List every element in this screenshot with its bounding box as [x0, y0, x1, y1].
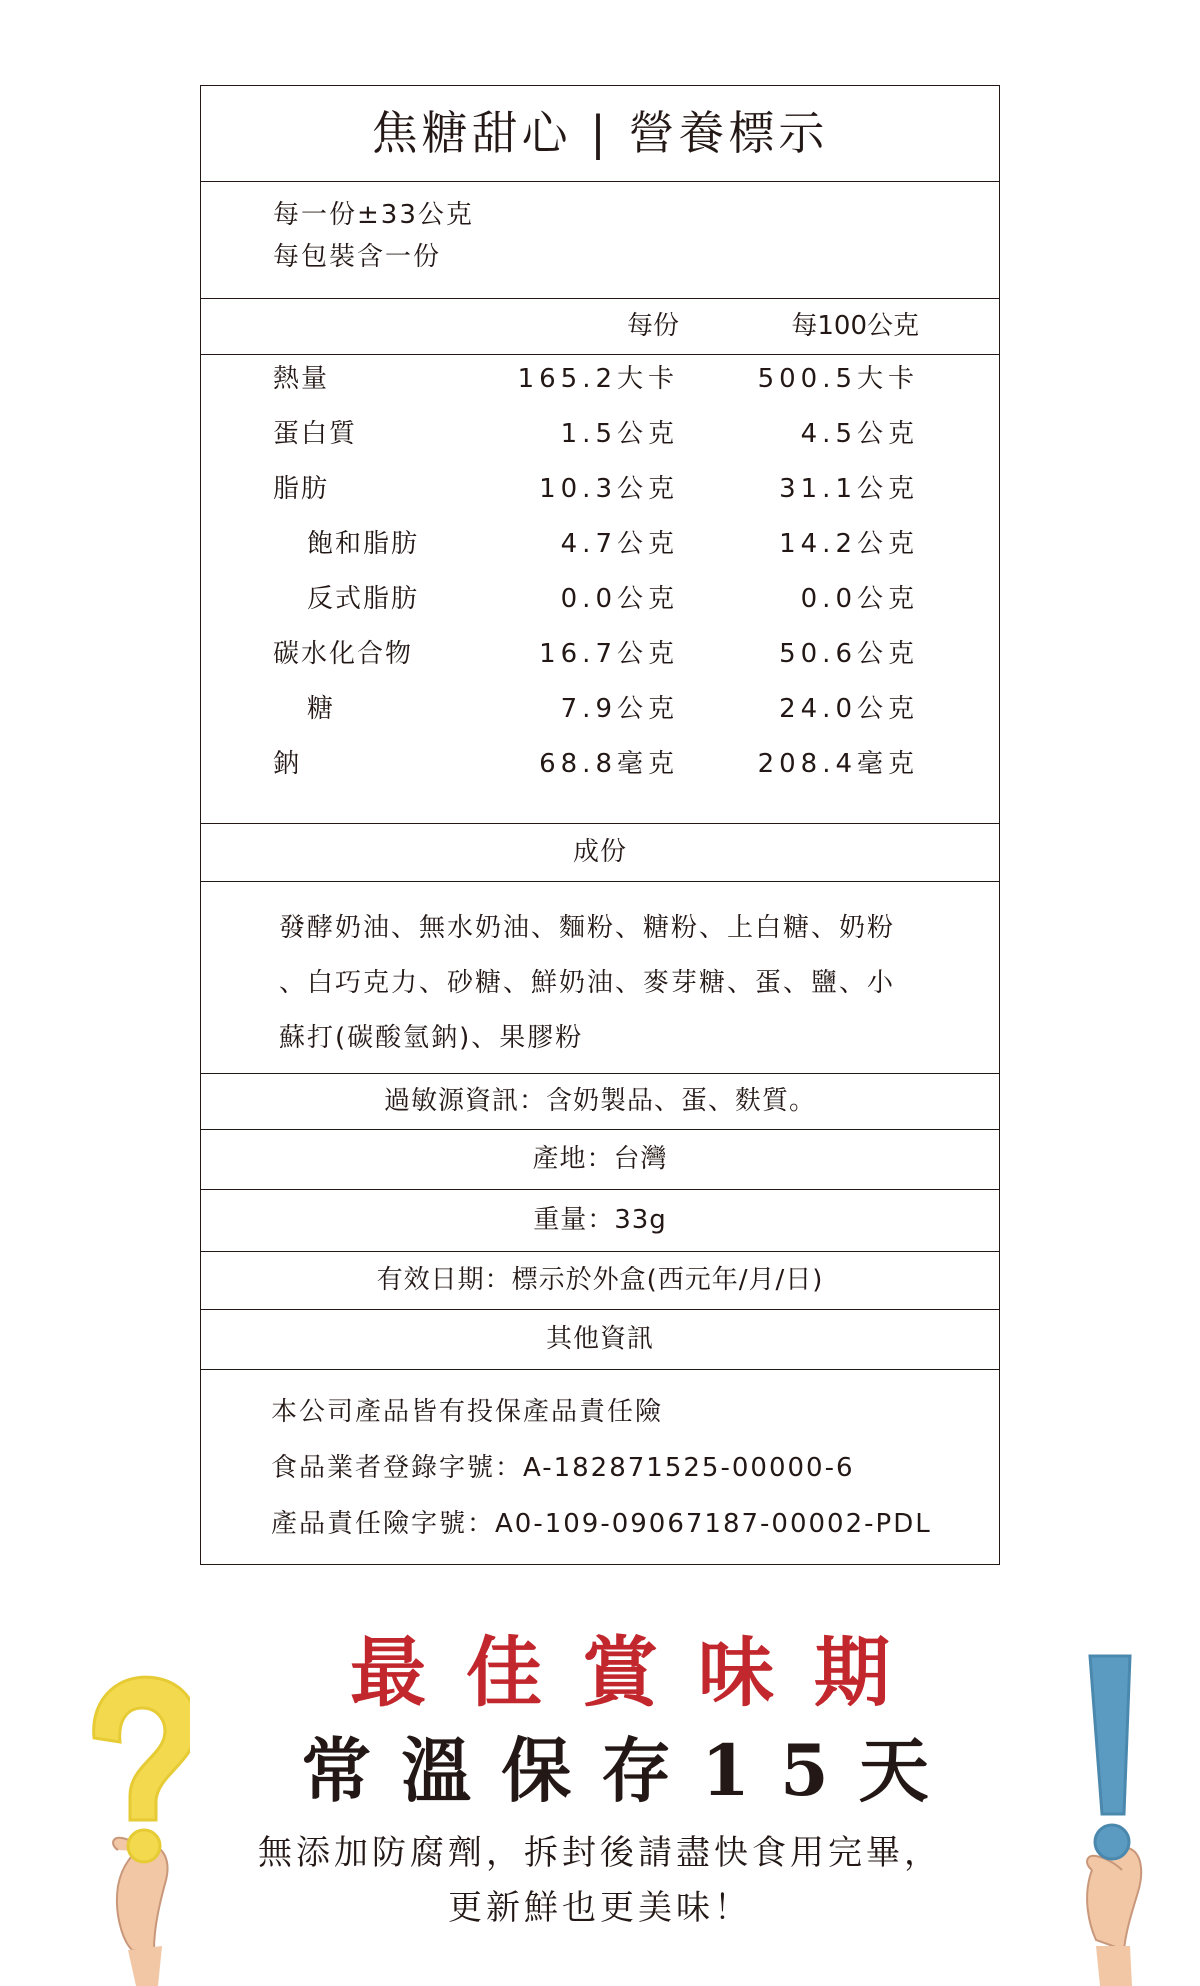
divider	[201, 181, 999, 182]
serving-size: 每一份±33公克	[273, 200, 474, 230]
nutrition-label	[200, 85, 1000, 1565]
nutrient-per-100g: 4.5公克	[800, 419, 919, 449]
nutrient-name: 碳水化合物	[273, 639, 414, 669]
label-title: 焦糖甜心 | 營養標示	[371, 106, 829, 160]
serving-info	[273, 194, 1071, 278]
nutrient-per-100g: 50.6公克	[779, 639, 919, 669]
nutrient-name: 飽和脂肪	[307, 529, 420, 559]
nutrient-row	[201, 407, 999, 462]
origin-info: 產地：台灣	[532, 1144, 668, 1174]
nutrient-name: 糖	[307, 694, 336, 724]
exclamation-mark-sign-icon	[1040, 1640, 1170, 1986]
nutrient-per-serving: 16.7公克	[539, 639, 679, 669]
nutrient-name: 蛋白質	[273, 419, 358, 449]
nutrient-row	[201, 682, 999, 737]
expiry-info: 有效日期：標示於外盒(西元年/月/日)	[376, 1265, 824, 1295]
header-per-serving: 每份	[626, 311, 679, 341]
nutrient-row	[201, 737, 999, 792]
nutrient-row	[201, 462, 999, 517]
table-header	[201, 298, 999, 354]
nutrient-per-serving: 4.7公克	[560, 529, 679, 559]
info-line: 食品業者登錄字號：A-182871525-00000-6	[271, 1453, 855, 1483]
divider	[201, 881, 999, 882]
nutrient-per-100g: 0.0公克	[800, 584, 919, 614]
ingredients-list	[279, 901, 919, 1066]
nutrient-per-serving: 165.2大卡	[517, 364, 679, 394]
ingredients-line: 、白巧克力、砂糖、鮮奶油、麥芽糖、蛋、鹽、小	[279, 968, 896, 998]
nutrient-row	[201, 572, 999, 627]
nutrient-name: 熱量	[273, 364, 330, 394]
other-info-list	[271, 1384, 1069, 1552]
question-mark-sign-icon	[50, 1650, 190, 1986]
nutrient-row	[201, 627, 999, 682]
header-per-100g: 每100公克	[791, 311, 919, 341]
ingredients-line: 蘇打(碳酸氫鈉)、果膠粉	[279, 1023, 584, 1053]
divider	[201, 1369, 999, 1370]
nutrient-per-serving: 68.8毫克	[539, 749, 679, 779]
nutrient-row	[201, 352, 999, 407]
servings-per-pack: 每包裝含一份	[273, 242, 442, 272]
nutrient-name: 鈉	[273, 749, 302, 779]
allergen-info: 過敏源資訊：含奶製品、蛋、麩質。	[383, 1086, 816, 1116]
weight-info: 重量：33g	[533, 1205, 667, 1235]
preservative-note: 無添加防腐劑，拆封後請盡快食用完畢，	[258, 1833, 942, 1873]
shelf-life: 常溫保存15天	[301, 1729, 959, 1812]
ingredients-line: 發酵奶油、無水奶油、麵粉、糖粉、上白糖、奶粉	[279, 913, 896, 943]
nutrient-per-100g: 14.2公克	[779, 529, 919, 559]
ingredients-heading: 成份	[572, 837, 627, 867]
nutrient-per-100g: 208.4毫克	[757, 749, 919, 779]
nutrient-name: 反式脂肪	[307, 584, 420, 614]
other-info-heading: 其他資訊	[545, 1324, 654, 1354]
nutrient-per-100g: 24.0公克	[779, 694, 919, 724]
nutrient-per-serving: 7.9公克	[560, 694, 679, 724]
info-line: 產品責任險字號：A0-109-09067187-00002-PDL	[271, 1509, 932, 1539]
info-line: 本公司產品皆有投保產品責任險	[271, 1397, 664, 1427]
nutrient-per-serving: 1.5公克	[560, 419, 679, 449]
best-before-title: 最佳賞味期	[350, 1628, 930, 1717]
nutrient-name: 脂肪	[273, 474, 330, 504]
nutrient-per-100g: 31.1公克	[779, 474, 919, 504]
nutrient-per-serving: 10.3公克	[539, 474, 679, 504]
nutrient-per-serving: 0.0公克	[560, 584, 679, 614]
nutrient-per-100g: 500.5大卡	[757, 364, 919, 394]
freshness-note: 更新鮮也更美味！	[448, 1888, 752, 1928]
nutrient-row	[201, 517, 999, 572]
